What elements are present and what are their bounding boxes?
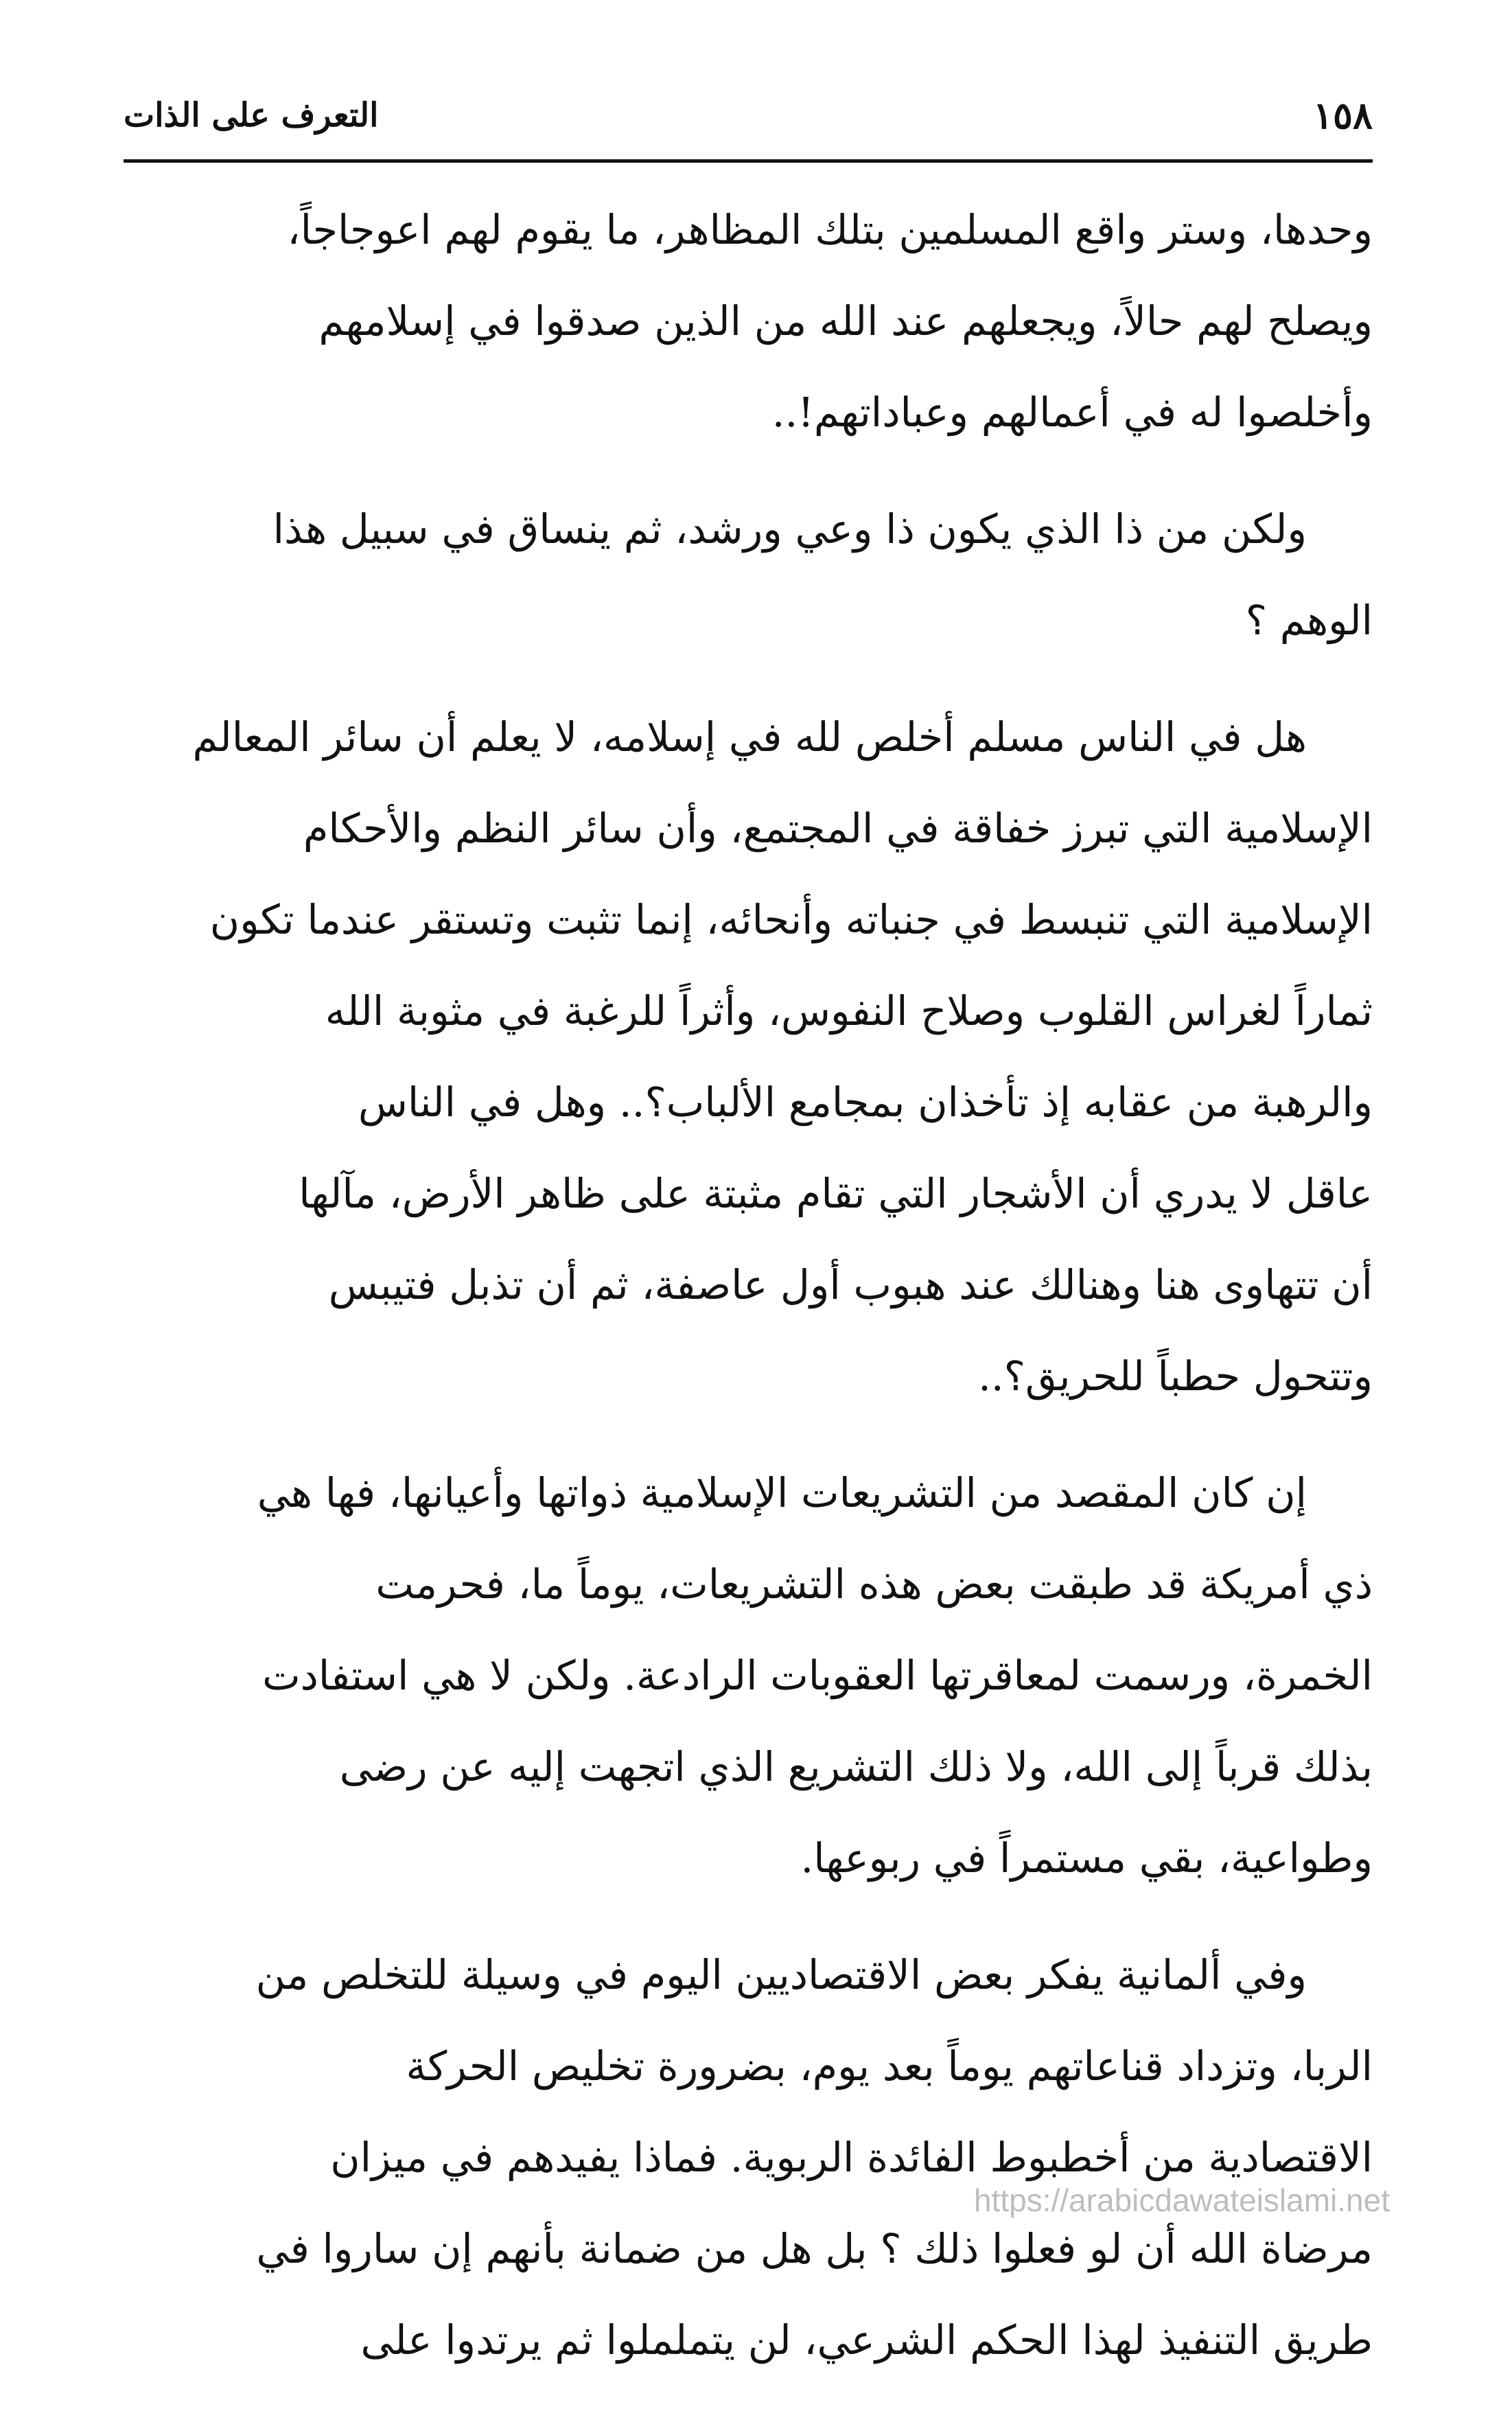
text-line: الإسلامية التي تبرز خفاقة في المجتمع، وأن سائر النظم والأحكام bbox=[303, 805, 1373, 852]
source-watermark: https://arabicdawateislami.net bbox=[974, 2182, 1390, 2218]
text-line: وحدها، وستر واقع المسلمين بتلك المظاهر، ما يقوم لهم اعوجاجاً، bbox=[287, 206, 1373, 253]
text-line: ذي أمريكة قد طبقت بعض هذه التشريعات، يوماً ما، فحرمت bbox=[375, 1560, 1373, 1608]
text-line: طريق التنفيذ لهذا الحكم الشرعي، لن يتململوا ثم يرتدوا على bbox=[360, 2316, 1373, 2364]
paragraph bbox=[124, 483, 1373, 666]
text-line: وطواعية، بقي مستمراً في ربوعها. bbox=[800, 1834, 1373, 1882]
running-title: التعرف على الذات bbox=[124, 95, 379, 135]
body-text bbox=[124, 184, 1373, 2411]
text-line: وفي ألمانية يفكر بعض الاقتصاديين اليوم في وسيلة للتخلص من bbox=[255, 1951, 1307, 1998]
text-line: الربا، وتزداد قناعاتهم يوماً بعد يوم، بضرورة تخليص الحركة bbox=[406, 2042, 1373, 2090]
text-line: ولكن من ذا الذي يكون ذا وعي ورشد، ثم ينساق في سبيل هذا bbox=[272, 505, 1307, 553]
text-line: الاقتصادية من أخطبوط الفائدة الربوية. فماذا يفيدهم في ميزان bbox=[330, 2134, 1373, 2181]
text-line: الوهم ؟ bbox=[1245, 597, 1373, 644]
paragraph bbox=[124, 691, 1373, 1422]
text-line: والرهبة من عقابه إذ تأخذان بمجامع الألباب؟.. وهل في الناس bbox=[358, 1078, 1373, 1126]
header-divider bbox=[124, 159, 1373, 163]
paragraph bbox=[124, 1929, 1373, 2386]
text-line: إن كان المقصد من التشريعات الإسلامية ذواتها وأعيانها، فها هي bbox=[257, 1469, 1307, 1516]
text-line: وتتحول حطباً للحريق؟.. bbox=[978, 1352, 1373, 1400]
paragraph bbox=[124, 1447, 1373, 1904]
text-line: هل في الناس مسلم أخلص لله في إسلامه، لا يعلم أن سائر المعالم bbox=[192, 713, 1307, 761]
text-line: وأخلصوا له في أعمالهم وعباداتهم!.. bbox=[771, 389, 1373, 436]
text-line: ويصلح لهم حالاً، ويجعلهم عند الله من الذين صدقوا في إسلامهم bbox=[318, 297, 1373, 345]
text-line: الإسلامية التي تنبسط في جنباته وأنحائه، إنما تثبت وتستقر عندما تكون bbox=[209, 896, 1373, 943]
paragraph bbox=[124, 184, 1373, 458]
text-line: الخمرة، ورسمت لمعاقرتها العقوبات الرادعة. ولكن لا هي استفادت bbox=[262, 1652, 1373, 1699]
text-line: بذلك قرباً إلى الله، ولا ذلك التشريع الذي اتجهت إليه عن رضى bbox=[339, 1743, 1373, 1790]
text-line: ثماراً لغراس القلوب وصلاح النفوس، وأثراً للرغبة في مثوبة الله bbox=[325, 987, 1373, 1035]
text-line: مرضاة الله أن لو فعلوا ذلك ؟ بل هل من ضمانة بأنهم إن ساروا في bbox=[256, 2225, 1373, 2272]
page-header bbox=[124, 82, 1373, 148]
text-line: عاقل لا يدري أن الأشجار التي تقام مثبتة على ظاهر الأرض، مآلها bbox=[299, 1170, 1373, 1217]
page-number: ١٥٨ bbox=[1312, 93, 1373, 137]
text-line: أن تتهاوى هنا وهنالك عند هبوب أول عاصفة، ثم أن تذبل فتيبس bbox=[328, 1261, 1373, 1308]
